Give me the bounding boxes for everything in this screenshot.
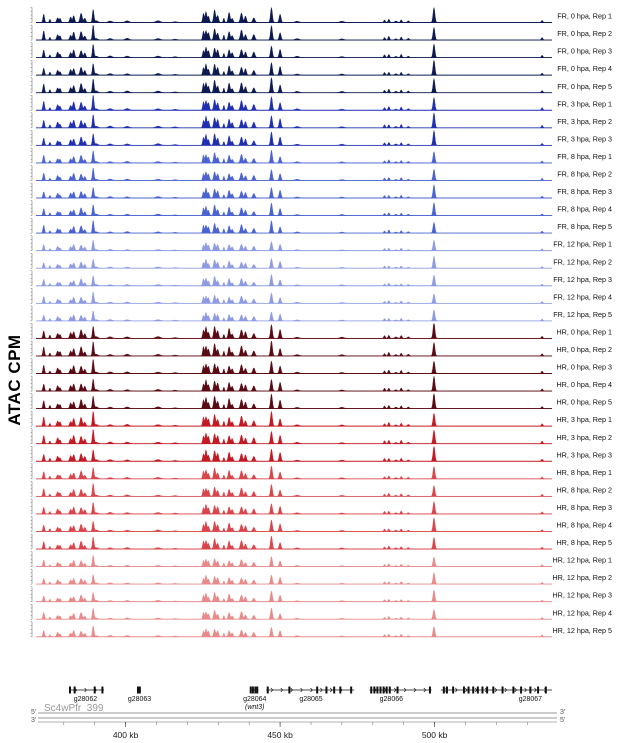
track-22 [31,376,613,391]
track-label: HR, 0 hpa, Rep 3 [556,362,612,372]
track-signal [36,310,552,321]
x-tick-label: 500 kb [421,730,448,740]
gene-exon [69,687,71,694]
track-signal [36,555,552,566]
track-label: FR, 0 hpa, Rep 4 [557,64,612,74]
gene-exon [520,687,522,694]
gene-exon [452,687,454,694]
gene-exon [443,687,445,694]
gene-exon [250,687,252,694]
gene-exon [339,687,341,694]
gene-exon [446,687,448,694]
scaffold-label: Sc4wPfr_399 [44,703,104,714]
track-label: FR, 12 hpa, Rep 5 [553,309,612,319]
track-label: HR, 3 hpa, Rep 2 [556,432,612,442]
track-1 [31,8,613,23]
gene-exon [380,687,382,694]
track-signal [36,466,552,479]
track-signal [36,240,552,251]
track-signal [36,341,552,356]
track-label: FR, 0 hpa, Rep 2 [557,29,612,39]
gene-label: g28067 [518,696,543,703]
track-31 [31,534,613,549]
gene-exon [101,687,103,694]
gene-exon [486,687,488,694]
track-34 [31,587,613,602]
track-11 [31,183,613,198]
track-label: FR, 8 hpa, Rep 5 [557,222,612,232]
track-9 [31,148,613,163]
track-label: HR, 12 hpa, Rep 1 [552,555,612,565]
track-33 [31,569,613,584]
gene-exon [477,687,479,694]
track-15 [31,253,613,268]
gene-exon [397,687,399,694]
strand-top-left: 5' [31,709,37,716]
gene-g28065 [266,687,354,704]
gene-exon [373,687,375,694]
track-label: FR, 12 hpa, Rep 4 [553,292,612,302]
track-label: HR, 8 hpa, Rep 1 [556,467,612,477]
gene-exon [137,687,139,694]
gene-exon [512,687,514,694]
track-label: HR, 12 hpa, Rep 5 [552,625,612,635]
track-signal [36,220,552,233]
track-label: FR, 3 hpa, Rep 2 [557,116,612,126]
gene-label: g28066 [379,696,404,703]
track-signal [36,168,552,181]
track-24 [31,411,613,426]
track-signal [36,130,552,145]
gene-exon [256,687,258,694]
track-label: HR, 0 hpa, Rep 5 [556,397,612,407]
track-23 [31,394,613,409]
gene-alias: (wnt3) [245,704,265,711]
gene-exon [254,687,256,694]
track-signal [36,484,552,497]
track-label: HR, 12 hpa, Rep 3 [552,590,612,600]
track-signal [36,590,552,602]
gene-exon [537,687,539,694]
track-17 [31,288,613,303]
track-signal [36,323,552,338]
track-signal [36,292,552,303]
track-label: FR, 0 hpa, Rep 3 [557,46,612,56]
track-signal [36,501,552,513]
track-27 [31,464,613,479]
track-signal [36,25,552,40]
track-signal [36,150,552,163]
gene-exon [386,687,388,694]
track-signal [36,536,552,549]
track-signal [36,203,552,216]
gene-exon [333,687,335,694]
track-32 [31,552,613,567]
track-7 [31,113,613,128]
track-label: HR, 0 hpa, Rep 1 [556,327,612,337]
track-36 [31,622,613,637]
track-2 [31,25,613,40]
track-18 [31,306,613,321]
scaffold-axis [31,703,565,724]
track-label: HR, 8 hpa, Rep 3 [556,502,612,512]
track-label: FR, 12 hpa, Rep 2 [553,257,612,267]
track-label: FR, 8 hpa, Rep 3 [557,187,612,197]
track-19 [31,323,613,338]
gene-exon [472,687,474,694]
gene-exon [325,687,327,694]
track-signal [36,256,552,268]
track-signal [36,446,552,461]
track-label: FR, 3 hpa, Rep 1 [557,99,612,109]
gene-exon [463,687,465,694]
x-tick-label: 450 kb [267,730,293,740]
track-signal [36,608,552,619]
track-label: HR, 8 hpa, Rep 2 [556,485,612,495]
track-label: HR, 8 hpa, Rep 4 [556,520,612,530]
track-label: FR, 8 hpa, Rep 4 [557,204,612,214]
track-signal [36,78,552,93]
track-signal [36,376,552,391]
y-axis-label: ATAC CPM [5,334,24,426]
gene-exon [492,687,494,694]
gene-label: g28065 [299,696,323,703]
track-signal [36,274,552,285]
gene-exon [267,687,269,694]
gene-exon [502,687,504,694]
track-6 [31,95,613,110]
track-label: HR, 3 hpa, Rep 3 [556,450,612,460]
track-label: HR, 0 hpa, Rep 4 [556,380,612,390]
gene-exon [288,687,290,694]
gene-label: g28062 [73,696,98,703]
gene-exon [139,687,141,694]
gene-label: g28063 [127,696,152,703]
track-label: FR, 8 hpa, Rep 2 [557,169,612,179]
track-29 [31,499,613,514]
track-10 [31,166,613,181]
track-8 [31,130,613,145]
track-26 [31,446,613,461]
track-35 [31,604,613,619]
track-label: HR, 3 hpa, Rep 1 [556,415,612,425]
gene-g28066 [370,687,432,704]
track-signal [36,60,552,75]
x-axis [38,722,557,740]
gene-annotation [69,687,552,712]
gene-exon [383,687,385,694]
track-signal [36,95,552,110]
track-signal [36,44,552,58]
track-label: HR, 12 hpa, Rep 4 [552,608,612,618]
gene-exon [429,687,431,694]
track-signal [36,429,552,443]
gene-exon [74,687,76,694]
gene-g28067 [441,687,552,704]
gene-exon [94,687,96,694]
track-signal [36,394,552,409]
gene-exon [529,687,531,694]
track-label: FR, 3 hpa, Rep 3 [557,134,612,144]
track-label: FR, 12 hpa, Rep 3 [553,274,612,284]
gene-g28063 [128,687,151,704]
track-14 [31,236,613,251]
signal-tracks [31,8,613,637]
track-21 [31,359,613,374]
track-4 [31,60,613,75]
strand-top-right: 3' [560,709,566,716]
track-12 [31,201,613,216]
track-28 [31,481,613,496]
track-label: FR, 0 hpa, Rep 5 [557,81,612,91]
gene-g28064 [243,687,266,712]
track-13 [31,218,613,233]
track-signal [36,518,552,532]
track-25 [31,429,613,444]
gene-exon [350,687,352,694]
gene-exon [316,687,318,694]
track-signal [36,8,552,23]
gene-exon [370,687,372,694]
track-5 [31,78,613,93]
track-signal [36,626,552,637]
track-label: FR, 12 hpa, Rep 1 [553,239,612,249]
track-signal [36,359,552,373]
gene-exon [545,687,547,694]
track-label: HR, 8 hpa, Rep 5 [556,538,612,548]
track-signal [36,573,552,585]
track-signal [36,185,552,198]
track-label: FR, 8 hpa, Rep 1 [557,151,612,161]
track-16 [31,271,613,286]
track-label: FR, 0 hpa, Rep 1 [557,11,612,21]
track-label: HR, 12 hpa, Rep 2 [552,573,612,583]
gene-exon [389,687,391,694]
gene-label: g28064 [243,696,267,703]
x-tick-label: 400 kb [112,730,139,740]
gene-exon [468,687,470,694]
track-30 [31,517,613,532]
track-signal [36,113,552,128]
gene-exon [252,687,254,694]
strand-bottom-right: 5' [560,717,566,724]
gene-g28062 [69,687,104,704]
gene-exon [376,687,378,694]
track-signal [36,411,552,426]
track-20 [31,341,613,356]
track-label: HR, 0 hpa, Rep 2 [556,345,612,354]
gene-exon [481,687,483,694]
strand-bottom-left: 3' [31,717,37,724]
track-3 [31,43,613,58]
